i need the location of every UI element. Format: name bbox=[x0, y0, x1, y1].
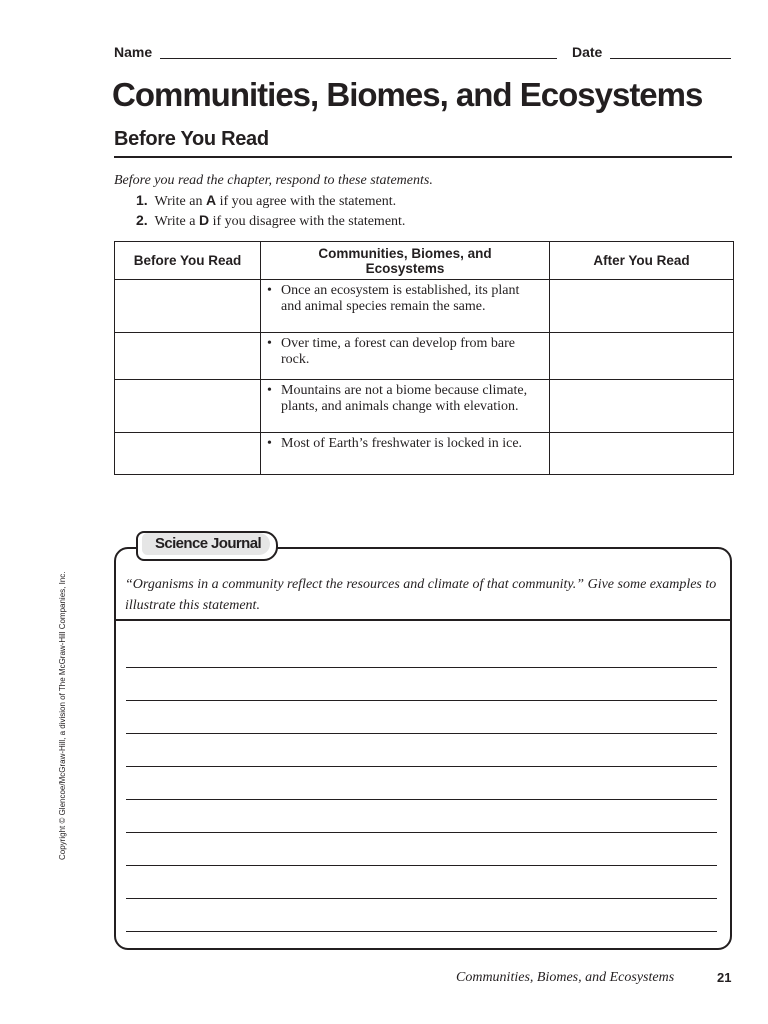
instruction-item bbox=[136, 212, 405, 230]
statement-cell bbox=[261, 433, 550, 475]
table-row bbox=[115, 280, 734, 333]
instruction-text: Write an bbox=[154, 194, 206, 209]
science-journal-label: Science Journal bbox=[154, 535, 262, 552]
instruction-number: 2. bbox=[136, 212, 148, 228]
writing-line[interactable] bbox=[126, 799, 717, 800]
after-answer-cell[interactable] bbox=[550, 333, 734, 380]
after-answer-cell[interactable] bbox=[550, 380, 734, 433]
statement-text: Once an ecosystem is established, its plant and animal species remain the same. bbox=[281, 283, 520, 314]
writing-line[interactable] bbox=[126, 700, 717, 701]
name-label: Name bbox=[114, 44, 153, 60]
instructions-intro: Before you read the chapter, respond to these statements. bbox=[114, 173, 433, 188]
instruction-text: Write a bbox=[154, 214, 199, 229]
page-title: Communities, Biomes, and Ecosystems bbox=[112, 76, 703, 113]
page-number: 21 bbox=[717, 970, 732, 985]
instruction-text: if you agree with the statement. bbox=[216, 194, 397, 209]
instruction-number: 1. bbox=[136, 192, 148, 208]
name-field-line[interactable] bbox=[160, 58, 557, 59]
statement-cell bbox=[261, 280, 550, 333]
date-field-line[interactable] bbox=[610, 58, 731, 59]
after-answer-cell[interactable] bbox=[550, 280, 734, 333]
header-before-you-read: Before You Read bbox=[115, 242, 261, 280]
instruction-text: if you disagree with the statement. bbox=[209, 214, 406, 229]
table-row bbox=[115, 333, 734, 380]
before-answer-cell[interactable] bbox=[115, 280, 261, 333]
before-answer-cell[interactable] bbox=[115, 333, 261, 380]
instruction-letter: A bbox=[205, 192, 217, 208]
bullet-icon: • bbox=[267, 383, 272, 398]
table-row bbox=[115, 380, 734, 433]
instruction-item bbox=[136, 192, 396, 210]
copyright-notice: Copyright © Glencoe/McGraw-Hill, a division of The McGraw-Hill Companies, Inc. bbox=[58, 571, 67, 860]
footer-title: Communities, Biomes, and Ecosystems bbox=[456, 970, 675, 985]
statement-cell bbox=[261, 333, 550, 380]
journal-prompt: “Organisms in a community reflect the resources and climate of that community.” Give some examples to illustrate this statement. bbox=[125, 577, 717, 613]
before-answer-cell[interactable] bbox=[115, 380, 261, 433]
statement-text: Most of Earth’s freshwater is locked in ice. bbox=[281, 436, 523, 451]
header-after-you-read: After You Read bbox=[550, 242, 734, 280]
statement-table bbox=[114, 241, 734, 475]
section-subtitle: Before You Read bbox=[114, 128, 269, 150]
statement-text: Over time, a forest can develop from bare rock. bbox=[281, 336, 516, 367]
after-answer-cell[interactable] bbox=[550, 433, 734, 475]
statement-cell bbox=[261, 380, 550, 433]
writing-line[interactable] bbox=[126, 766, 717, 767]
writing-line[interactable] bbox=[126, 865, 717, 866]
header-statements bbox=[261, 242, 550, 280]
writing-line[interactable] bbox=[126, 898, 717, 899]
writing-line[interactable] bbox=[126, 733, 717, 734]
writing-line[interactable] bbox=[126, 832, 717, 833]
date-label: Date bbox=[572, 44, 603, 60]
bullet-icon: • bbox=[267, 436, 272, 451]
bullet-icon: • bbox=[267, 336, 272, 351]
before-answer-cell[interactable] bbox=[115, 433, 261, 475]
instruction-letter: D bbox=[198, 212, 210, 228]
title-divider bbox=[114, 156, 732, 158]
bullet-icon: • bbox=[267, 283, 272, 298]
journal-divider bbox=[115, 619, 730, 621]
writing-line[interactable] bbox=[126, 667, 717, 668]
header-statements-label: Communities, Biomes, and Ecosystems bbox=[318, 245, 492, 276]
writing-line[interactable] bbox=[126, 931, 717, 932]
table-row bbox=[115, 433, 734, 475]
statement-text: Mountains are not a biome because climate, plants, and animals change with elevation. bbox=[281, 383, 528, 414]
